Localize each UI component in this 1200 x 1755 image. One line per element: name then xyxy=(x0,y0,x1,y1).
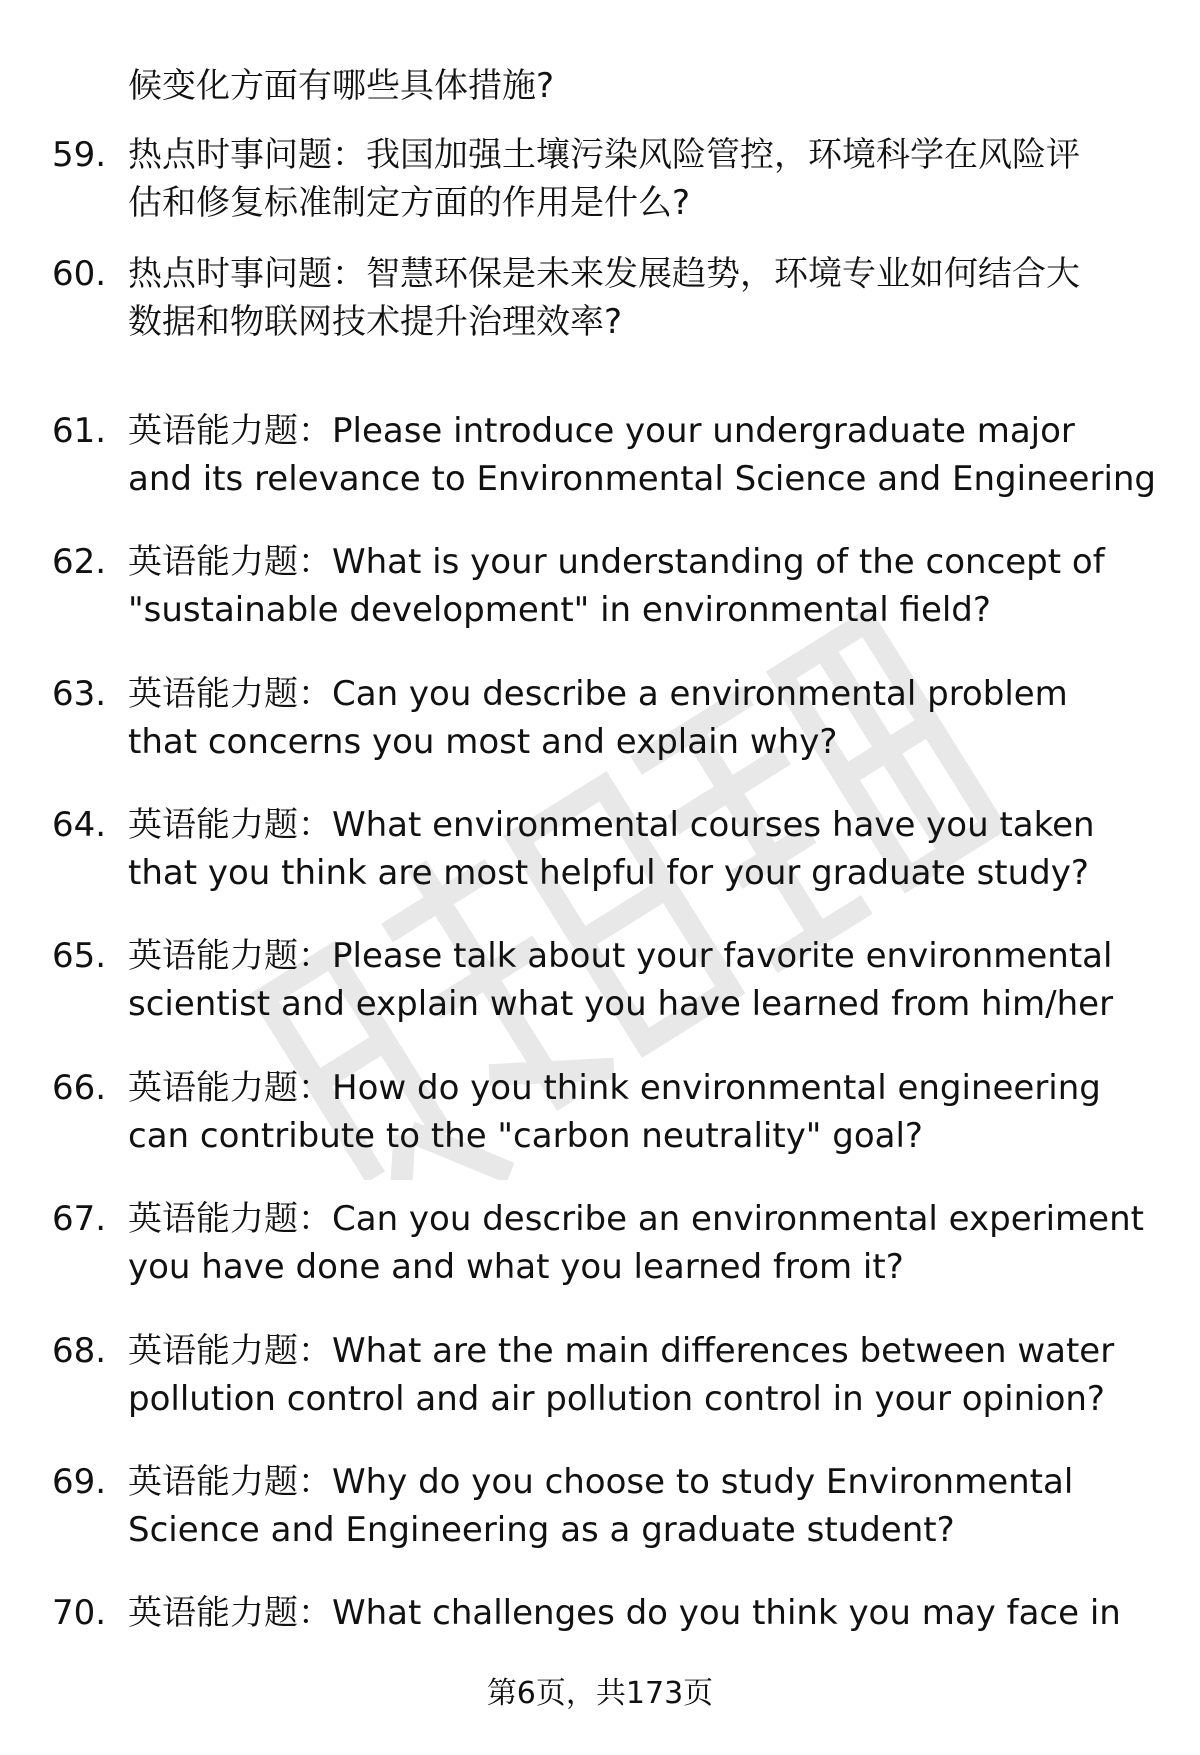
question-number: 64. xyxy=(52,805,107,845)
question-line: 数据和物联网技术提升治理效率? xyxy=(128,302,623,342)
question-number: 59. xyxy=(52,135,107,175)
question-text xyxy=(128,1195,1188,1291)
question-text xyxy=(128,801,1188,897)
question-number: 68. xyxy=(52,1331,107,1371)
question-text xyxy=(128,1458,1188,1554)
question-line: 英语能力题：What is your understanding of the concept of xyxy=(128,542,1105,582)
question-number: 60. xyxy=(52,254,107,294)
question-line: 英语能力题：Please talk about your favorite environmental xyxy=(128,936,1113,976)
continued-question-text: 候变化方面有哪些具体措施? xyxy=(128,66,555,106)
question-text xyxy=(128,538,1188,634)
question-line: that concerns you most and explain why? xyxy=(128,722,838,762)
question-text xyxy=(128,1064,1188,1160)
question-number: 63. xyxy=(52,674,107,714)
question-line: scientist and explain what you have learned from him/her xyxy=(128,984,1114,1024)
question-line: 英语能力题：What challenges do you think you may face in xyxy=(128,1593,1121,1633)
question-line: 热点时事问题：智慧环保是未来发展趋势，环境专业如何结合大 xyxy=(128,254,1080,294)
question-text xyxy=(128,407,1188,503)
question-line: 英语能力题：Can you describe a environmental problem xyxy=(128,674,1068,714)
question-text xyxy=(128,131,1188,227)
question-line: 英语能力题：What environmental courses have you taken xyxy=(128,805,1095,845)
question-line: 英语能力题：Please introduce your undergraduate major xyxy=(128,411,1075,451)
question-text xyxy=(128,1327,1188,1423)
question-text xyxy=(128,250,1188,346)
question-line: that you think are most helpful for your graduate study? xyxy=(128,853,1089,893)
question-number: 69. xyxy=(52,1462,107,1502)
question-line: "sustainable development" in environmental field? xyxy=(128,590,991,630)
question-text xyxy=(128,670,1188,766)
question-line: can contribute to the "carbon neutrality" goal? xyxy=(128,1116,923,1156)
question-number: 70. xyxy=(52,1593,107,1633)
question-line: 英语能力题：What are the main differences between water xyxy=(128,1331,1115,1371)
page-footer: 第6页，共173页 xyxy=(486,1676,714,1711)
question-number: 66. xyxy=(52,1068,107,1108)
question-number: 62. xyxy=(52,542,107,582)
question-line: you have done and what you learned from it? xyxy=(128,1247,904,1287)
question-line: 英语能力题：Why do you choose to study Environmental xyxy=(128,1462,1074,1502)
question-line: pollution control and air pollution control in your opinion? xyxy=(128,1379,1105,1419)
question-text xyxy=(128,932,1188,1028)
question-line: 英语能力题：Can you describe an environmental experiment xyxy=(128,1199,1144,1239)
question-line: 估和修复标准制定方面的作用是什么? xyxy=(128,183,691,223)
question-line: Science and Engineering as a graduate student? xyxy=(128,1510,955,1550)
question-line: 热点时事问题：我国加强土壤污染风险管控，环境科学在风险评 xyxy=(128,135,1080,175)
question-number: 67. xyxy=(52,1199,107,1239)
question-line: and its relevance to Environmental Science and Engineering xyxy=(128,459,1157,499)
question-number: 65. xyxy=(52,936,107,976)
question-text xyxy=(128,1589,1188,1637)
question-number: 61. xyxy=(52,411,107,451)
question-line: 英语能力题：How do you think environmental engineering xyxy=(128,1068,1101,1108)
